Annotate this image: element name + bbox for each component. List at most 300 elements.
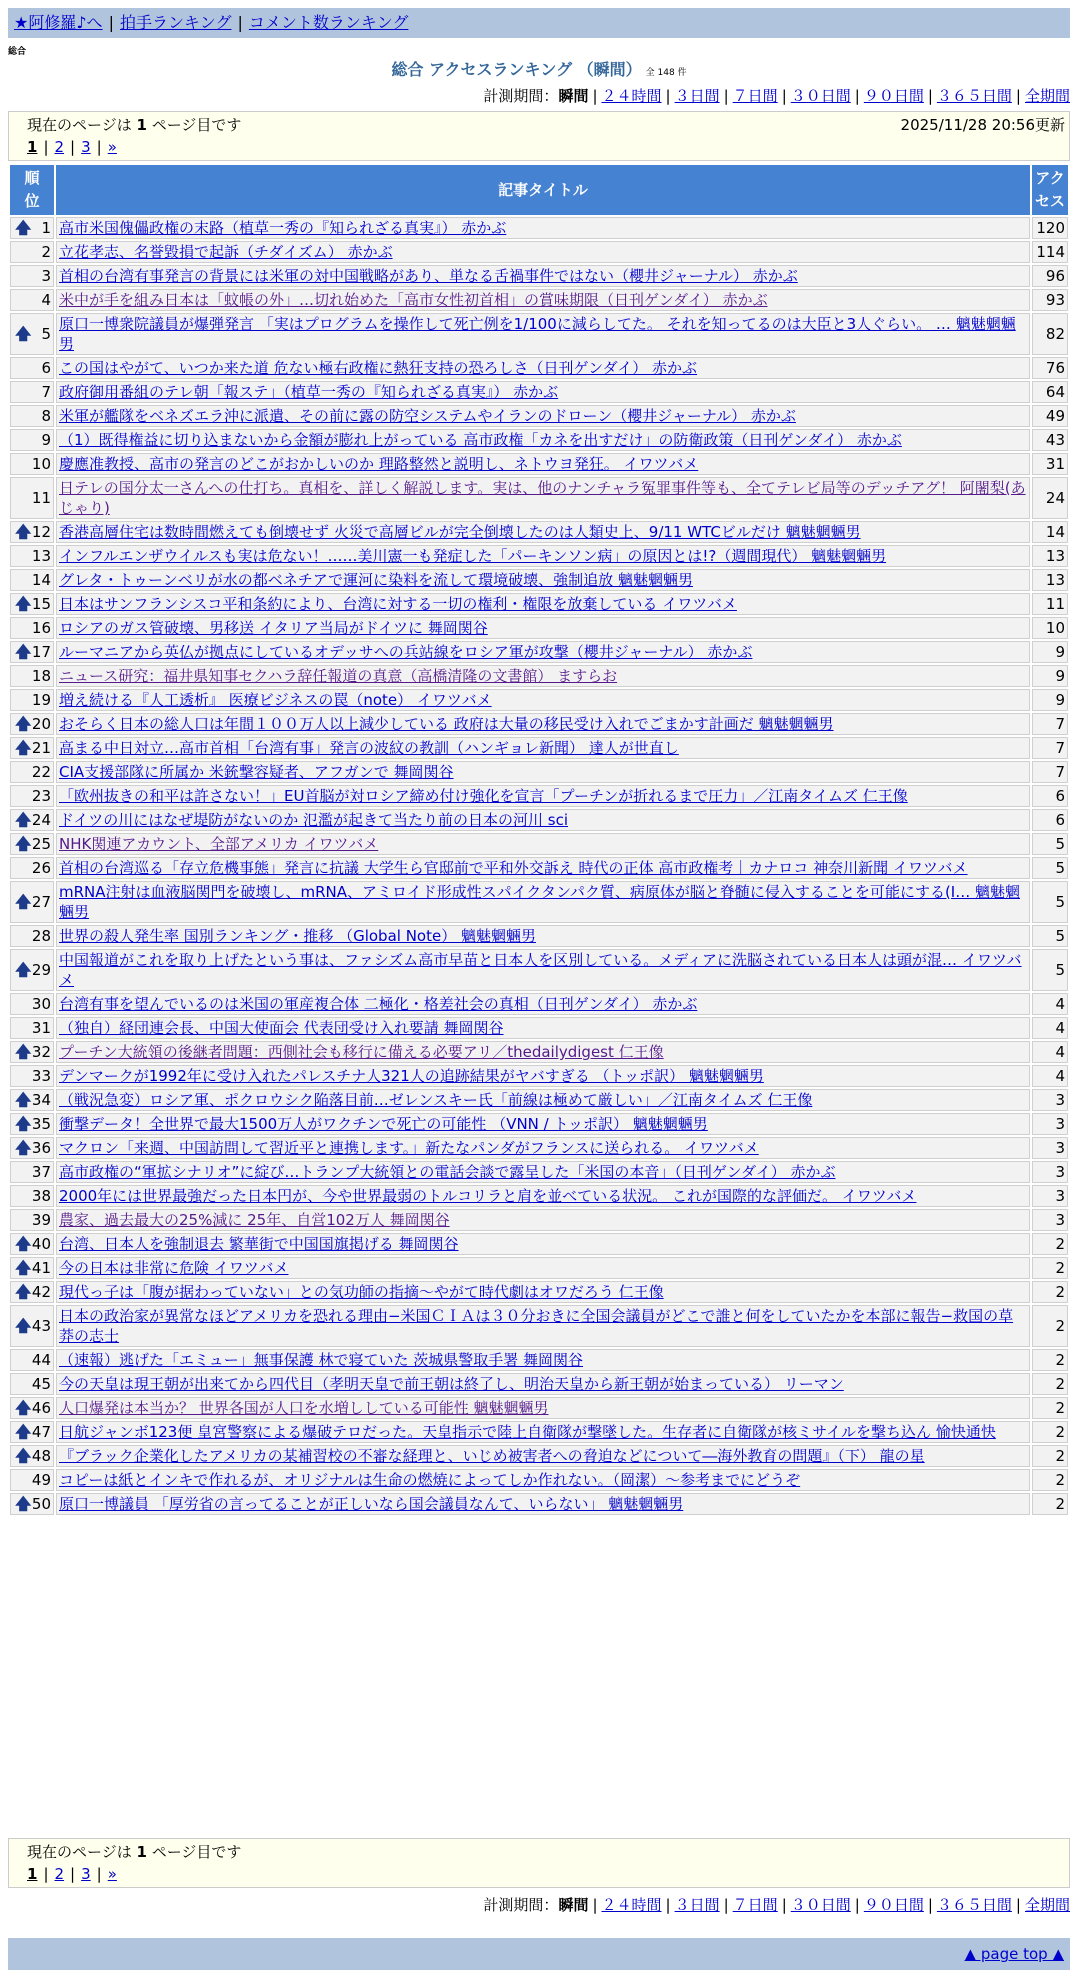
article-link[interactable]: グレタ・トゥーンベリが水の都ベネチアで運河に染料を流して環境破壊、強制追放 魑魅魍魎男 [59, 571, 693, 589]
clap-ranking-link[interactable]: 拍手ランキング [119, 13, 232, 32]
article-link[interactable]: この国はやがて、いつか来た道 危ない極右政権に熱狂支持の恐ろしさ（日刊ゲンダイ） 赤かぶ [59, 359, 698, 377]
access-count: 5 [1032, 881, 1068, 923]
article-link[interactable]: 高市政権の“軍拡シナリオ”に綻び…トランプ大統領との電話会談で露呈した「米国の本音」（日刊ゲンダイ） 赤かぶ [59, 1163, 836, 1181]
title-cell [56, 265, 1030, 287]
title-cell [56, 949, 1030, 991]
title-cell [56, 569, 1030, 591]
rank-cell [10, 857, 54, 879]
rank-cell [10, 289, 54, 311]
article-link[interactable]: （戦況急変）ロシア軍、ポクロウシク陥落目前…ゼレンスキー氏「前線は極めて厳しい」／江南タイムズ 仁王像 [59, 1091, 813, 1109]
article-link[interactable]: 首相の台湾有事発言の背景には米軍の対中国戦略があり、単なる舌禍事件ではない（櫻井ジャーナル） 赤かぶ [59, 267, 798, 285]
up-arrow-icon: 🡅 [15, 810, 32, 829]
table-row [10, 665, 1068, 687]
bottom-pager-link-1[interactable]: 3 [81, 1865, 91, 1883]
access-count: 13 [1032, 569, 1068, 591]
access-count: 120 [1032, 217, 1068, 239]
access-count: 3 [1032, 1185, 1068, 1207]
table-row [10, 429, 1068, 451]
table-row [10, 617, 1068, 639]
up-arrow-icon: 🡅 [15, 1316, 32, 1335]
pager-current-number: 1 [136, 116, 147, 134]
bottom-pager-status [27, 1841, 1051, 1863]
title-cell [56, 313, 1030, 355]
rank-cell [10, 1161, 54, 1183]
table-row [10, 881, 1068, 923]
article-link[interactable]: 人口爆発は本当か？ 世界各国が人口を水増ししている可能性 魑魅魍魎男 [59, 1399, 549, 1417]
bottom-pager-links [27, 1863, 1051, 1885]
up-arrow-icon: 🡅 [15, 1422, 32, 1441]
article-link[interactable]: 政府御用番組のテレ朝「報ステ」（植草一秀の『知られざる真実』） 赤かぶ [59, 383, 559, 401]
top-pager-link-2[interactable]: » [107, 138, 117, 156]
article-link[interactable]: mRNA注射は血液脳関門を破壊し、mRNA、アミロイド形成性スパイクタンパク質、病原体が脳と脊髄に侵入することを可能にする(I… 魑魅魍魎男 [59, 883, 1020, 921]
title-cell [56, 1209, 1030, 1231]
pager-current-number: 1 [136, 1843, 147, 1861]
title-cell [56, 429, 1030, 451]
article-link[interactable]: 台湾有事を望んでいるのは米国の軍産複合体 二極化・格差社会の真相（日刊ゲンダイ） 赤かぶ [59, 995, 698, 1013]
rank-number: 14 [31, 571, 51, 589]
table-row [10, 1493, 1068, 1515]
rank-cell [10, 1257, 54, 1279]
rank-number: 7 [41, 383, 51, 401]
title-cell [56, 1421, 1030, 1443]
article-link[interactable]: コピーは紙とインキで作れるが、オリジナルは生命の燃焼によってしか作れない。（岡潔）〜参考までにどうぞ [59, 1471, 801, 1489]
access-count: 24 [1032, 477, 1068, 519]
article-link[interactable]: デンマークが1992年に受け入れたパレスチナ人321人の追跡結果がヤバすぎる （トッポ訳） 魑魅魍魎男 [59, 1067, 764, 1085]
title-cell [56, 1493, 1030, 1515]
comment-ranking-link[interactable]: コメント数ランキング [248, 13, 409, 32]
title-cell [56, 1017, 1030, 1039]
rank-cell [10, 381, 54, 403]
bottom-period-option-5[interactable]: ３６５日間 [936, 1896, 1012, 1914]
bottom-pager-link-0[interactable]: 2 [54, 1865, 65, 1883]
access-count: 4 [1032, 1065, 1068, 1087]
period-selector-bottom [8, 1895, 1070, 1915]
nav-separator: | [237, 13, 243, 32]
table-row [10, 737, 1068, 759]
rank-number: 20 [31, 715, 51, 733]
up-arrow-icon: 🡅 [15, 1090, 32, 1109]
title-cell [56, 713, 1030, 735]
bottom-period-option-6[interactable]: 全期間 [1024, 1896, 1070, 1914]
up-arrow-icon: 🡅 [15, 1282, 32, 1301]
period-selector-top [8, 86, 1070, 106]
article-link[interactable]: インフルエンザウイルスも実は危ない！……美川憲一も発症した「パーキンソン病」の原因とは!?（週間現代） 魑魅魍魎男 [59, 547, 887, 565]
bottom-pager-link-2[interactable]: » [107, 1865, 117, 1883]
article-link[interactable]: ドイツの川にはなぜ堤防がないのか 氾濫が起きて当たり前の日本の河川 sci [59, 811, 569, 829]
table-row [10, 1349, 1068, 1371]
pager-text: 現在のページは [27, 116, 137, 134]
top-pager-link-0[interactable]: 2 [54, 138, 65, 156]
article-link[interactable]: ロシアのガス管破壊、男移送 イタリア当局がドイツに 舞岡関谷 [59, 619, 488, 637]
title-cell [56, 1041, 1030, 1063]
table-row [10, 1185, 1068, 1207]
article-link[interactable]: 立花孝志、名誉毀損で起訴（チダイズム） 赤かぶ [59, 243, 393, 261]
rank-number: 9 [41, 431, 51, 449]
access-count: 3 [1032, 1089, 1068, 1111]
table-row [10, 1137, 1068, 1159]
table-row [10, 1445, 1068, 1467]
access-count: 2 [1032, 1445, 1068, 1467]
rank-number: 48 [31, 1447, 51, 1465]
rank-cell [10, 217, 54, 239]
table-row [10, 1281, 1068, 1303]
table-row [10, 453, 1068, 475]
title-cell [56, 593, 1030, 615]
table-row [10, 477, 1068, 519]
article-link[interactable]: 高市米国傀儡政権の末路（植草一秀の『知られざる真実』） 赤かぶ [59, 219, 507, 237]
rank-cell [10, 429, 54, 451]
table-row [10, 1209, 1068, 1231]
rank-cell [10, 713, 54, 735]
access-count: 5 [1032, 857, 1068, 879]
rank-number: 18 [31, 667, 51, 685]
up-arrow-icon: 🡅 [15, 1138, 32, 1157]
article-link[interactable]: 米軍が艦隊をベネズエラ沖に派遣、その前に露の防空システムやイランのドローン（櫻井ジャーナル） 赤かぶ [59, 407, 796, 425]
article-link[interactable]: （速報）逃げた「エミュー」無事保護 林で寝ていた 茨城県警取手署 舞岡関谷 [59, 1351, 584, 1369]
title-cell [56, 357, 1030, 379]
title-cell [56, 993, 1030, 1015]
rank-number: 17 [31, 643, 51, 661]
access-count: 2 [1032, 1257, 1068, 1279]
rank-cell [10, 737, 54, 759]
rank-number: 24 [31, 811, 51, 829]
access-count: 10 [1032, 617, 1068, 639]
rank-number: 37 [31, 1163, 51, 1181]
ranking-title: 総合 アクセスランキング （瞬間） [391, 60, 642, 79]
article-link[interactable]: マクロン「来週、中国訪問して習近平と連携します。」新たなパンダがフランスに送られる。 イワツバメ [59, 1139, 759, 1157]
title-cell [56, 785, 1030, 807]
rank-cell [10, 1349, 54, 1371]
access-count: 3 [1032, 1161, 1068, 1183]
rank-cell [10, 453, 54, 475]
rank-cell [10, 925, 54, 947]
title-cell [56, 737, 1030, 759]
rank-number: 31 [31, 1019, 51, 1037]
table-row [10, 1113, 1068, 1135]
article-link[interactable]: 衝撃データ！全世界で最大1500万人がワクチンで死亡の可能性 （VNN / トッポ訳） 魑魅魍魎男 [59, 1115, 708, 1133]
access-count: 7 [1032, 713, 1068, 735]
article-link[interactable]: 日テレの国分太一さんへの仕打ち。真相を、詳しく解説します。実は、他のナンチャラ冤罪事件等も、全てテレビ局等のデッチアグ！ 阿闍梨(あじゃり) [59, 479, 1026, 517]
up-arrow-icon: 🡅 [15, 1234, 32, 1253]
page-top-link[interactable]: ▲ page top ▲ [964, 1945, 1064, 1963]
rank-cell [10, 357, 54, 379]
rank-cell [10, 993, 54, 1015]
up-arrow-icon: 🡅 [15, 1494, 32, 1513]
title-cell [56, 217, 1030, 239]
table-row [10, 785, 1068, 807]
rank-number: 32 [31, 1043, 51, 1061]
table-row [10, 1257, 1068, 1279]
rank-cell [10, 641, 54, 663]
title-cell [56, 1445, 1030, 1467]
access-count: 2 [1032, 1233, 1068, 1255]
pager-top [8, 111, 1070, 161]
access-count: 2 [1032, 1349, 1068, 1371]
title-cell [56, 833, 1030, 855]
rank-number: 12 [31, 523, 51, 541]
rank-number: 46 [31, 1399, 51, 1417]
article-link[interactable]: 日航ジャンボ123便 皇宮警察による爆破テロだった。天皇指示で陸上自衛隊が撃墜した。生存者に自衛隊が核ミサイルを撃ち込ん 愉快通快 [59, 1423, 996, 1441]
access-column-header: アクセス [1032, 165, 1068, 215]
title-cell [56, 1185, 1030, 1207]
article-link[interactable]: CIA支援部隊に所属か 米銃撃容疑者、アフガンで 舞岡関谷 [59, 763, 454, 781]
rank-cell [10, 785, 54, 807]
article-link[interactable]: プーチン大統領の後継者問題：西側社会も移行に備える必要アリ／thedailydigest 仁王像 [59, 1043, 664, 1061]
access-count: 82 [1032, 313, 1068, 355]
table-row [10, 1373, 1068, 1395]
rank-cell [10, 1113, 54, 1135]
period-separator: | [854, 87, 860, 105]
period-separator: | [665, 1896, 671, 1914]
home-link[interactable]: ★阿修羅♪へ [14, 13, 103, 32]
title-cell [56, 857, 1030, 879]
up-arrow-icon: 🡅 [15, 1398, 32, 1417]
rank-number: 23 [31, 787, 51, 805]
table-row [10, 689, 1068, 711]
title-cell [56, 521, 1030, 543]
title-cell [56, 665, 1030, 687]
rank-number: 10 [31, 455, 51, 473]
access-count: 43 [1032, 429, 1068, 451]
rank-number: 4 [41, 291, 51, 309]
article-link[interactable]: 今の日本は非常に危険 イワツバメ [59, 1259, 289, 1277]
rank-number: 19 [31, 691, 51, 709]
access-count: 2 [1032, 1469, 1068, 1491]
access-count: 4 [1032, 993, 1068, 1015]
rank-cell [10, 1281, 54, 1303]
article-link[interactable]: 香港高層住宅は数時間燃えても倒壊せず 火災で高層ビルが完全倒壊したのは人類史上、9/11 WTCビルだけ 魑魅魍魎男 [59, 523, 861, 541]
article-link[interactable]: ルーマニアから英仏が拠点にしているオデッサへの兵站線をロシア軍が攻撃（櫻井ジャーナル） 赤かぶ [59, 643, 753, 661]
pager-text: ページ目です [146, 1843, 242, 1861]
rank-cell [10, 1373, 54, 1395]
rank-cell [10, 405, 54, 427]
rank-number: 33 [31, 1067, 51, 1085]
rank-number: 40 [31, 1235, 51, 1253]
title-cell [56, 617, 1030, 639]
table-row [10, 1421, 1068, 1443]
article-link[interactable]: 世界の殺人発生率 国別ランキング・推移 （Global Note） 魑魅魍魎男 [59, 927, 536, 945]
pager-separator: | [43, 1865, 49, 1883]
table-row [10, 857, 1068, 879]
pager-current-page: 1 [27, 138, 38, 156]
access-count: 6 [1032, 785, 1068, 807]
rank-number: 21 [31, 739, 51, 757]
access-count: 2 [1032, 1305, 1068, 1347]
period-separator: | [1015, 1896, 1021, 1914]
article-link[interactable]: 「欧州抜きの和平は許さない！」EU首脳が対ロシア締め付け強化を宣言「プーチンが折れるまで圧力」／江南タイムズ 仁王像 [59, 787, 908, 805]
rank-cell [10, 881, 54, 923]
article-link[interactable]: 原口一博衆院議員が爆弾発言 「実はプログラムを操作して死亡例を1/100に減らしてた。 それを知ってるのは大臣と3人ぐらい。 … 魑魅魍魎男 [59, 315, 1016, 353]
bottom-period-current: 瞬間 [558, 1896, 589, 1914]
rank-cell [10, 241, 54, 263]
table-row [10, 1305, 1068, 1347]
rank-number: 1 [41, 219, 51, 237]
article-link[interactable]: 原口一博議員 「厚労省の言ってることが正しいなら国会議員なんて、いらない」 魑魅魍魎男 [59, 1495, 684, 1513]
table-row [10, 593, 1068, 615]
rank-column-header: 順位 [10, 165, 54, 215]
bottom-period-label: 計測期間： [483, 1896, 559, 1914]
article-link[interactable]: 首相の台湾巡る「存立危機事態」発言に抗議 大学生ら官邸前で平和外交訴え 時代の正体 高市政権考｜カナロコ 神奈川新聞 イワツバメ [59, 859, 968, 877]
access-count: 4 [1032, 1017, 1068, 1039]
bottom-period-option-1[interactable]: ３日間 [674, 1896, 720, 1914]
access-count: 2 [1032, 1281, 1068, 1303]
table-row [10, 217, 1068, 239]
article-link[interactable]: ニュース研究：福井県知事セクハラ辞任報道の真意（高橋清隆の文書館） ますらお [59, 667, 618, 685]
title-cell [56, 809, 1030, 831]
title-cell [56, 545, 1030, 567]
top-pager-link-1[interactable]: 3 [81, 138, 91, 156]
period-separator: | [781, 1896, 787, 1914]
bottom-period-option-2[interactable]: ７日間 [732, 1896, 778, 1914]
rank-number: 29 [31, 961, 51, 979]
rank-number: 6 [41, 359, 51, 377]
period-separator: | [723, 87, 729, 105]
period-separator: | [927, 1896, 933, 1914]
rank-cell [10, 521, 54, 543]
up-arrow-icon: 🡅 [15, 1258, 32, 1277]
article-link[interactable]: 中国報道がこれを取り上げたという事は、ファシズム高市早苗と日本人を区別している。メディアに洗脳されている日本人は頭が混… イワツバメ [59, 951, 1022, 989]
access-count: 11 [1032, 593, 1068, 615]
title-cell [56, 1137, 1030, 1159]
table-row [10, 1397, 1068, 1419]
table-row [10, 641, 1068, 663]
title-cell [56, 453, 1030, 475]
top-period-current: 瞬間 [558, 87, 589, 105]
table-row [10, 313, 1068, 355]
up-arrow-icon: 🡅 [15, 738, 32, 757]
pager-text: ページ目です [146, 116, 242, 134]
article-link[interactable]: 日本はサンフランシスコ平和条約により、台湾に対する一切の権利・権限を放棄している イワツバメ [59, 595, 737, 613]
up-arrow-icon: 🡅 [15, 642, 32, 661]
access-count: 2 [1032, 1421, 1068, 1443]
table-row [10, 949, 1068, 991]
top-period-option-2[interactable]: ７日間 [732, 87, 778, 105]
article-link[interactable]: おそらく日本の総人口は年間１００万人以上減少している 政府は大量の移民受け入れでごまかす計画だ 魑魅魍魎男 [59, 715, 834, 733]
rank-number: 50 [31, 1495, 51, 1513]
table-row [10, 1161, 1068, 1183]
article-link[interactable]: 慶應准教授、高市の発言のどこがおかしいのか 理路整然と説明し、ネトウヨ発狂。 イワツバメ [59, 455, 699, 473]
title-cell [56, 477, 1030, 519]
article-link[interactable]: 農家、過去最大の25%減に 25年、自営102万人 舞岡関谷 [59, 1211, 450, 1229]
rank-cell [10, 1017, 54, 1039]
rank-number: 11 [31, 489, 51, 507]
access-count: 3 [1032, 1209, 1068, 1231]
article-link[interactable]: 日本の政治家が異常なほどアメリカを恐れる理由−米国ＣＩＡは３０分おきに全国会議員がどこで誰と何をしていたかを本部に報告−救国の草莽の志士 [59, 1307, 1014, 1345]
rank-cell [10, 1089, 54, 1111]
up-arrow-icon: 🡅 [15, 892, 32, 911]
top-period-option-6[interactable]: 全期間 [1024, 87, 1070, 105]
bottom-period-option-0[interactable]: ２４時間 [601, 1896, 662, 1914]
pager-separator: | [70, 1865, 76, 1883]
top-nav-bar [8, 8, 1070, 38]
up-arrow-icon: 🡅 [15, 714, 32, 733]
rank-cell [10, 833, 54, 855]
up-arrow-icon: 🡅 [15, 324, 32, 343]
rank-cell [10, 1469, 54, 1491]
rank-number: 16 [31, 619, 51, 637]
table-row [10, 833, 1068, 855]
top-period-option-3[interactable]: ３０日間 [790, 87, 851, 105]
title-cell [56, 1349, 1030, 1371]
rank-cell [10, 1137, 54, 1159]
rank-cell [10, 689, 54, 711]
up-arrow-icon: 🡅 [15, 594, 32, 613]
rank-cell [10, 949, 54, 991]
title-cell [56, 1469, 1030, 1491]
access-count: 49 [1032, 405, 1068, 427]
title-cell [56, 1233, 1030, 1255]
access-count: 9 [1032, 665, 1068, 687]
period-separator: | [927, 87, 933, 105]
title-cell [56, 241, 1030, 263]
title-cell [56, 881, 1030, 923]
title-cell [56, 1113, 1030, 1135]
rank-cell [10, 265, 54, 287]
article-link[interactable]: 米中が手を組み日本は「蚊帳の外」…切れ始めた「高市女性初首相」の賞味期限（日刊ゲンダイ） 赤かぶ [59, 291, 768, 309]
top-period-option-1[interactable]: ３日間 [674, 87, 720, 105]
rank-cell [10, 477, 54, 519]
access-count: 9 [1032, 641, 1068, 663]
period-separator: | [592, 1896, 598, 1914]
period-separator: | [854, 1896, 860, 1914]
rank-cell [10, 569, 54, 591]
title-cell [56, 381, 1030, 403]
article-link[interactable]: 現代っ子は「腹が据わっていない」との気功師の指摘〜やがて時代劇はオワだろう 仁王像 [59, 1283, 664, 1301]
article-link[interactable]: （独自）経団連会長、中国大使面会 代表団受け入れ要請 舞岡関谷 [59, 1019, 504, 1037]
article-link[interactable]: NHK関連アカウント、全部アメリカ イワツバメ [59, 835, 379, 853]
period-separator: | [781, 87, 787, 105]
article-link[interactable]: 増え続ける『人工透析』 医療ビジネスの罠（note） イワツバメ [59, 691, 492, 709]
rank-cell [10, 1233, 54, 1255]
rank-number: 47 [31, 1423, 51, 1441]
article-link[interactable]: 高まる中日対立…高市首相「台湾有事」発言の波紋の教訓（ハンギョレ新聞） 達人が世直し [59, 739, 679, 757]
bottom-period-option-3[interactable]: ３０日間 [790, 1896, 851, 1914]
article-link[interactable]: 『ブラック企業化したアメリカの某補習校の不審な経理と、いじめ被害者への脅迫などについて―海外教育の問題』（下） 龍の星 [59, 1447, 925, 1465]
rank-cell [10, 313, 54, 355]
article-link[interactable]: （1）既得権益に切り込まないから金額が膨れ上がっている 高市政権「カネを出すだけ」の防衛政策（日刊ゲンダイ） 赤かぶ [59, 431, 902, 449]
title-column-header: 記事タイトル [56, 165, 1030, 215]
title-cell [56, 761, 1030, 783]
top-period-option-5[interactable]: ３６５日間 [936, 87, 1012, 105]
table-row [10, 1065, 1068, 1087]
table-row [10, 1233, 1068, 1255]
article-link[interactable]: 今の天皇は現王朝が出来てから四代目（孝明天皇で前王朝は終了し、明治天皇から新王朝が始まっている） リーマン [59, 1375, 844, 1393]
rank-number: 13 [31, 547, 51, 565]
article-link[interactable]: 台湾、日本人を強制退去 繁華街で中国国旗掲げる 舞岡関谷 [59, 1235, 459, 1253]
up-arrow-icon: 🡅 [15, 218, 32, 237]
bottom-period-option-4[interactable]: ９０日間 [863, 1896, 924, 1914]
rank-cell [10, 1065, 54, 1087]
top-period-option-4[interactable]: ９０日間 [863, 87, 924, 105]
access-count: 114 [1032, 241, 1068, 263]
up-arrow-icon: 🡅 [15, 1042, 32, 1061]
rank-number: 5 [41, 325, 51, 343]
rank-number: 28 [31, 927, 51, 945]
rank-cell [10, 617, 54, 639]
table-row [10, 1041, 1068, 1063]
table-row [10, 713, 1068, 735]
rank-cell [10, 545, 54, 567]
rank-number: 35 [31, 1115, 51, 1133]
top-pager-status [27, 114, 1051, 136]
rank-number: 3 [41, 267, 51, 285]
table-row [10, 241, 1068, 263]
article-link[interactable]: 2000年には世界最強だった日本円が、今や世界最弱のトルコリラと肩を並べている状況。 これが国際的な評価だ。 イワツバメ [59, 1187, 917, 1205]
top-period-option-0[interactable]: ２４時間 [601, 87, 662, 105]
rank-cell [10, 1493, 54, 1515]
title-cell [56, 1281, 1030, 1303]
rank-cell [10, 1041, 54, 1063]
